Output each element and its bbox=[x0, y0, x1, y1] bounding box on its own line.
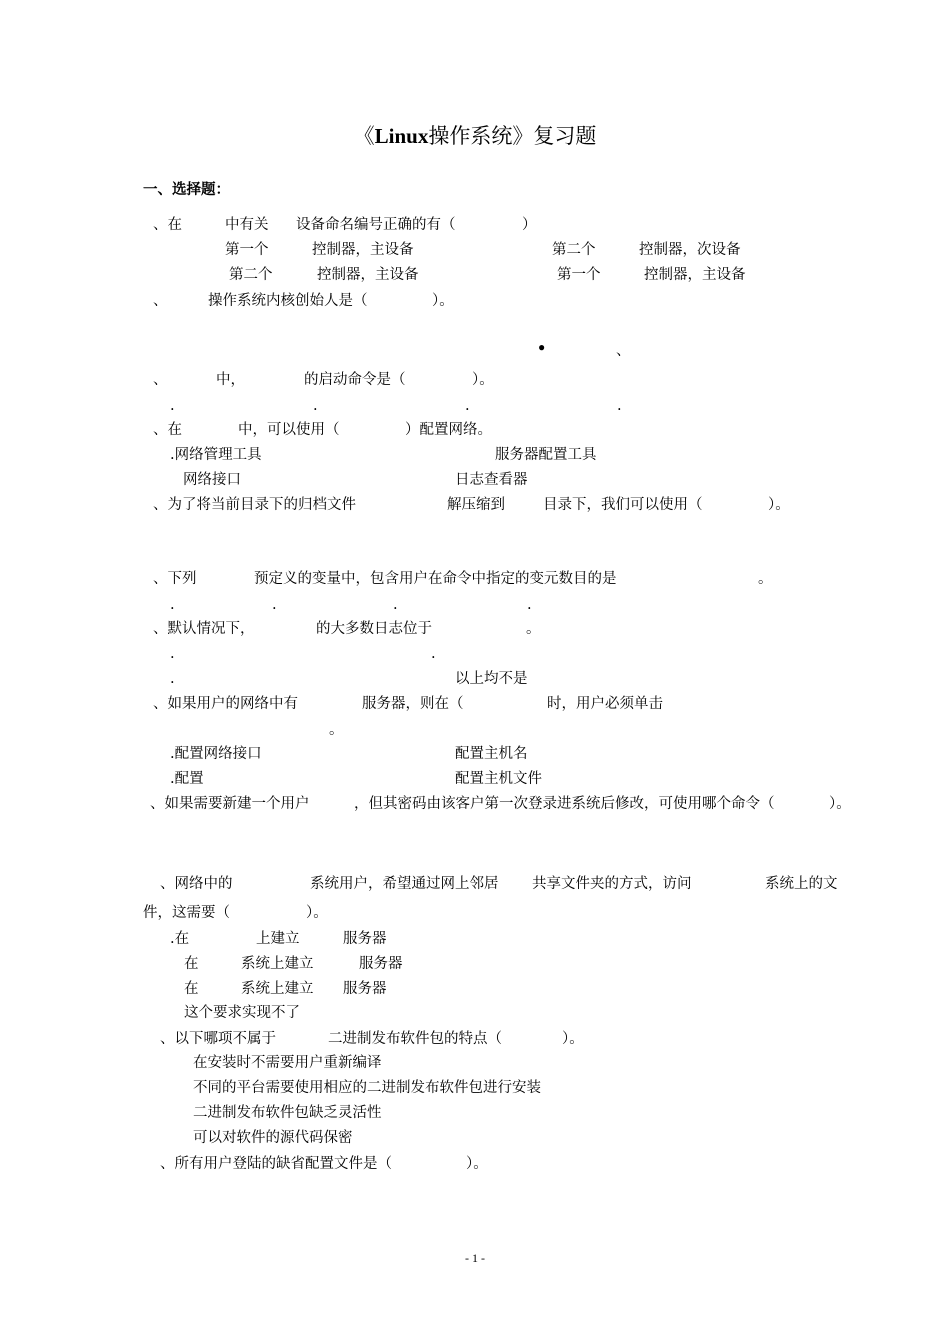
q10-text-a: 、网络中的 bbox=[160, 876, 233, 892]
q3-opt-b: . bbox=[313, 398, 318, 414]
q1-opt-a2: 控制器，主设备 bbox=[312, 242, 414, 258]
q8-text-c: 时，用户必须单击 bbox=[547, 696, 663, 712]
q10-opt-a1: .在 bbox=[170, 931, 190, 947]
q3-text-a: 、 bbox=[153, 372, 168, 388]
q1-text-c: 设备命名编号正确的有（ bbox=[296, 217, 456, 233]
q1-opt-d2: 控制器，主设备 bbox=[644, 267, 746, 283]
q3-opt-d: . bbox=[617, 398, 622, 414]
section-heading: 一、选择题： bbox=[143, 181, 230, 198]
q10-text-b: 系统用户，希望通过网上邻居 bbox=[310, 876, 499, 892]
q8-text-a: 、如果用户的网络中有 bbox=[153, 696, 298, 712]
q2-bullet: • bbox=[537, 340, 547, 357]
q6-opt-a: . bbox=[170, 597, 175, 613]
q2-text-a: 、 bbox=[153, 293, 168, 309]
q1-opt-c1: 第二个 bbox=[229, 267, 273, 283]
q1-text-d: ） bbox=[522, 217, 537, 233]
q10-opt-c1: 在 bbox=[184, 981, 199, 997]
document-title bbox=[0, 122, 950, 150]
q6-opt-c: . bbox=[393, 597, 398, 613]
q3-text-b: 中， bbox=[216, 372, 245, 388]
q5-text-b: 解压缩到 bbox=[447, 497, 505, 513]
q7-opt-b: . bbox=[431, 646, 436, 662]
q6-opt-d: . bbox=[527, 597, 532, 613]
q7-opt-d: 以上均不是 bbox=[455, 671, 528, 687]
q8-opt-c: .配置 bbox=[170, 771, 204, 787]
q1-text-b: 中有关 bbox=[225, 217, 269, 233]
q6-text-c: 。 bbox=[758, 571, 773, 587]
q7-text-c: 。 bbox=[526, 621, 541, 637]
q4-opt-c: 网络接口 bbox=[183, 472, 241, 488]
q6-text-a: 、下列 bbox=[153, 571, 197, 587]
q4-text-b: 中，可以使用（ bbox=[238, 422, 340, 438]
q10-text-f: ）。 bbox=[306, 905, 328, 921]
q8-opt-b: 配置主机名 bbox=[455, 746, 528, 762]
q3-text-c: 的启动命令是（ bbox=[304, 372, 406, 388]
q10-opt-b1: 在 bbox=[184, 956, 199, 972]
q12-text-a: 、所有用户登陆的缺省配置文件是（ bbox=[160, 1156, 392, 1172]
q10-opt-a3: 服务器 bbox=[343, 931, 387, 947]
q9-text-c: ）。 bbox=[829, 796, 851, 812]
q2-text-b: 操作系统内核创始人是（ bbox=[208, 293, 368, 309]
q6-text-b: 预定义的变量中，包含用户在命令中指定的变元数目的是 bbox=[254, 571, 617, 587]
q7-opt-a: . bbox=[170, 646, 175, 662]
q10-opt-a2: 上建立 bbox=[256, 931, 300, 947]
q10-opt-b3: 服务器 bbox=[359, 956, 403, 972]
q8-opt-a: .配置网络接口 bbox=[170, 746, 262, 762]
q11-opt-b: 不同的平台需要使用相应的二进制发布软件包进行安装 bbox=[193, 1080, 541, 1096]
q11-opt-a: 在安装时不需要用户重新编译 bbox=[193, 1055, 382, 1071]
q4-opt-b: 服务器配置工具 bbox=[495, 447, 597, 463]
q7-text-b: 的大多数日志位于 bbox=[316, 621, 432, 637]
q9-text-b: ，但其密码由该客户第一次登录进系统后修改，可使用哪个命令（ bbox=[354, 796, 775, 812]
q5-text-a: 、为了将当前目录下的归档文件 bbox=[153, 497, 356, 513]
q7-opt-c: . bbox=[170, 671, 175, 687]
q4-text-a: 、在 bbox=[153, 422, 182, 438]
q2-text-c: ）。 bbox=[432, 293, 454, 309]
title-open: 《 bbox=[353, 124, 375, 148]
title-latin: Linux bbox=[374, 124, 429, 148]
page-number: - 1 - bbox=[465, 1251, 485, 1265]
q10-opt-b2: 系统上建立 bbox=[241, 956, 314, 972]
q12-text-b: ）。 bbox=[466, 1156, 488, 1172]
q11-text-b: 二进制发布软件包的特点（ bbox=[328, 1031, 502, 1047]
title-rest: 操作系统》复习题 bbox=[428, 124, 597, 148]
q10-opt-c2: 系统上建立 bbox=[241, 981, 314, 997]
q3-text-d: ）。 bbox=[472, 372, 494, 388]
q1-text-a: 、在 bbox=[153, 217, 182, 233]
q10-text-e: 件，这需要（ bbox=[143, 905, 230, 921]
q11-opt-c: 二进制发布软件包缺乏灵活性 bbox=[193, 1105, 382, 1121]
q4-text-c: ）配置网络。 bbox=[405, 422, 492, 438]
q1-opt-b2: 控制器，次设备 bbox=[639, 242, 741, 258]
q7-text-a: 、默认情况下， bbox=[153, 621, 255, 637]
q8-text-b: 服务器，则在（ bbox=[362, 696, 464, 712]
q10-opt-d: 这个要求实现不了 bbox=[184, 1005, 300, 1021]
q4-opt-a: .网络管理工具 bbox=[170, 447, 262, 463]
q11-text-a: 、以下哪项不属于 bbox=[160, 1031, 276, 1047]
q10-text-c: 共享文件夹的方式，访问 bbox=[532, 876, 692, 892]
q10-opt-c3: 服务器 bbox=[343, 981, 387, 997]
q1-opt-a1: 第一个 bbox=[225, 242, 269, 258]
q5-text-d: ）。 bbox=[768, 497, 790, 513]
q2-opt-mark: 、 bbox=[616, 343, 631, 359]
q3-opt-c: . bbox=[465, 398, 470, 414]
q11-opt-d: 可以对软件的源代码保密 bbox=[193, 1130, 353, 1146]
q1-opt-b1: 第二个 bbox=[552, 242, 596, 258]
q6-opt-b: . bbox=[272, 597, 277, 613]
q11-text-c: ）。 bbox=[562, 1031, 584, 1047]
q1-opt-d1: 第一个 bbox=[557, 267, 601, 283]
q8-opt-d: 配置主机文件 bbox=[455, 771, 542, 787]
q4-opt-d: 日志查看器 bbox=[455, 472, 528, 488]
q10-text-d: 系统上的文 bbox=[765, 876, 838, 892]
q3-opt-a: . bbox=[170, 398, 175, 414]
q5-text-c: 目录下，我们可以使用（ bbox=[543, 497, 703, 513]
q8-text-d: 。 bbox=[329, 722, 344, 738]
q9-text-a: 、如果需要新建一个用户 bbox=[150, 796, 310, 812]
q1-opt-c2: 控制器，主设备 bbox=[317, 267, 419, 283]
